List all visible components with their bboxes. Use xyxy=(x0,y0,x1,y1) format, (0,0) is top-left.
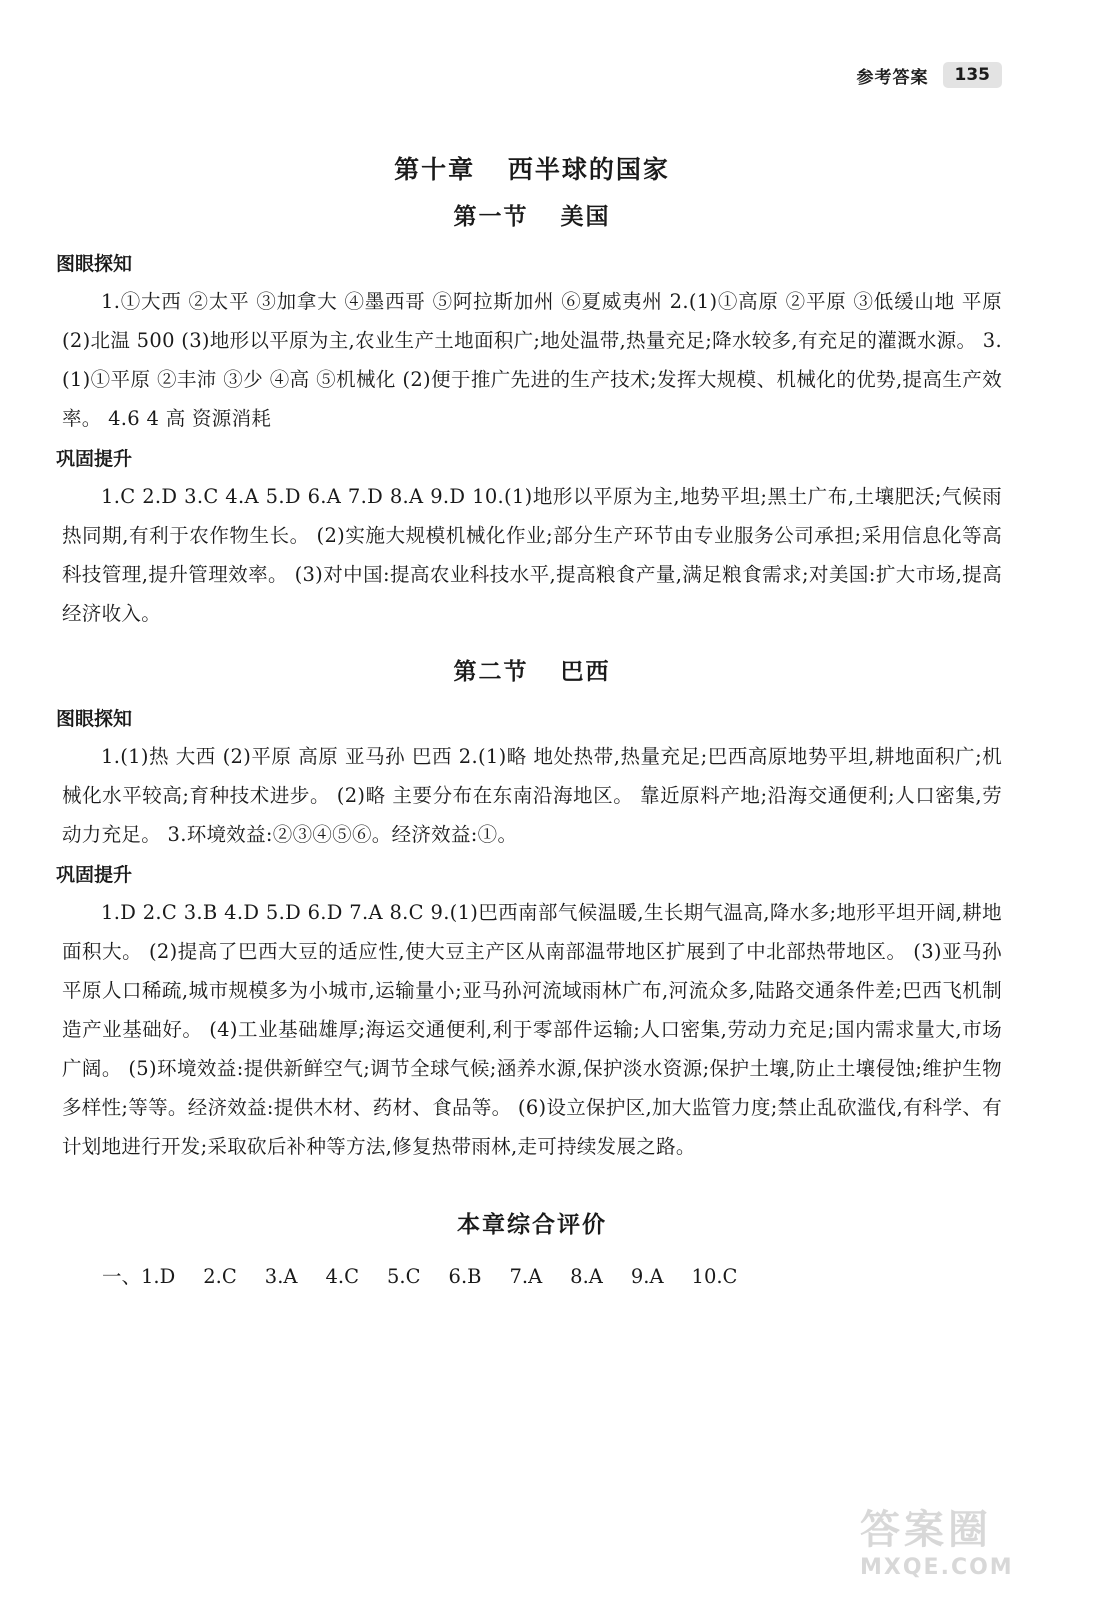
header-label: 参考答案 xyxy=(856,67,929,88)
review-answer: 3.A xyxy=(264,1265,298,1288)
answer-paragraph: 1.①大西 ②太平 ③加拿大 ④墨西哥 ⑤阿拉斯加州 ⑥夏威夷州 2.(1)①高原 ②平原 ③低缓山地 平原 (2)北温 500 (3)地形以平原为主,农业生产土地面积广;地处温带,热量充足;降水较多,有充足的灌溉水源。 3.(1)①平原 ②丰沛 ③少 ④高 ⑤机械化 (2)便于推广先进的生产技术;发挥大规模、机械化的优势,提高生产效率。 4.6 4 高 资源消耗 xyxy=(62,290,1002,430)
review-answer: 9.A xyxy=(630,1265,664,1288)
chapter-title: 第十章 西半球的国家 xyxy=(394,155,670,184)
subheading-consolidate: 巩固提升 xyxy=(56,864,133,886)
page-header xyxy=(857,62,1003,88)
subheading-map-explore: 图眼探知 xyxy=(56,253,133,275)
watermark-text: 答案圈 xyxy=(860,1507,992,1553)
review-title: 本章综合评价 xyxy=(457,1212,607,1238)
review-answers xyxy=(102,1257,1002,1296)
review-answer: 6.B xyxy=(448,1265,482,1288)
review-answer: 4.C xyxy=(325,1265,359,1288)
review-answer: 10.C xyxy=(691,1265,738,1288)
review-answer: 8.A xyxy=(570,1265,603,1288)
answer-paragraph: 1.(1)热 大西 (2)平原 高原 亚马孙 巴西 2.(1)略 地处热带,热量充足;巴西高原地势平坦,耕地面积广;机械化水平较高;育种技术进步。 (2)略 主要分布在东南沿海地区。 靠近原料产地;沿海交通便利;人口密集,劳动力充足。 3.环境效益:②③④⑤⑥。经济效益:①。 xyxy=(62,745,1002,846)
review-answer: 7.A xyxy=(509,1265,543,1288)
watermark-url: MXQE.COM xyxy=(860,1555,1014,1580)
review-answer: 一、1.D xyxy=(102,1265,176,1288)
section-title-brazil: 第二节 巴西 xyxy=(453,659,611,685)
review-answer: 5.C xyxy=(387,1265,421,1288)
watermark-logo xyxy=(860,1498,1070,1578)
review-answer: 2.C xyxy=(203,1265,237,1288)
answer-paragraph: 1.D 2.C 3.B 4.D 5.D 6.D 7.A 8.C 9.(1)巴西南部气候温暖,生长期气温高,降水多;地形平坦开阔,耕地面积大。 (2)提高了巴西大豆的适应性,使大豆主产区从南部温带地区扩展到了中北部热带地区。 (3)亚马孙平原人口稀疏,城市规模多为小城市,运输量小;亚马孙河流域雨林广布,河流众多,陆路交通条件差;巴西飞机制造产业基础好。 (4)工业基础雄厚;海运交通便利,利于零部件运输;人口密集,劳动力充足;国内需求量大,市场广阔。 (5)环境效益:提供新鲜空气;调节全球气候;涵养水源,保护淡水资源;保护土壤,防止土壤侵蚀;维护生物多样性;等等。经济效益:提供木材、药材、食品等。 (6)设立保护区,加大监管力度;禁止乱砍滥伐,有科学、有计划地进行开发;采取砍后补种等方法,修复热带雨林,走可持续发展之路。 xyxy=(62,901,1002,1158)
answer-paragraph: 1.C 2.D 3.C 4.A 5.D 6.A 7.D 8.A 9.D 10.(1)地形以平原为主,地势平坦;黑土广布,土壤肥沃;气候雨热同期,有利于农作物生长。 (2)实施大规模机械化作业;部分生产环节由专业服务公司承担;采用信息化等高科技管理,提升管理效率。 (3)对中国:提高农业科技水平,提高粮食产量,满足粮食需求;对美国:扩大市场,提高经济收入。 xyxy=(62,485,1002,625)
subheading-map-explore: 图眼探知 xyxy=(56,708,133,730)
page-content xyxy=(56,150,1002,1296)
section-title-usa: 第一节 美国 xyxy=(453,204,611,230)
subheading-consolidate: 巩固提升 xyxy=(56,448,133,470)
page-number: 135 xyxy=(943,62,1003,88)
